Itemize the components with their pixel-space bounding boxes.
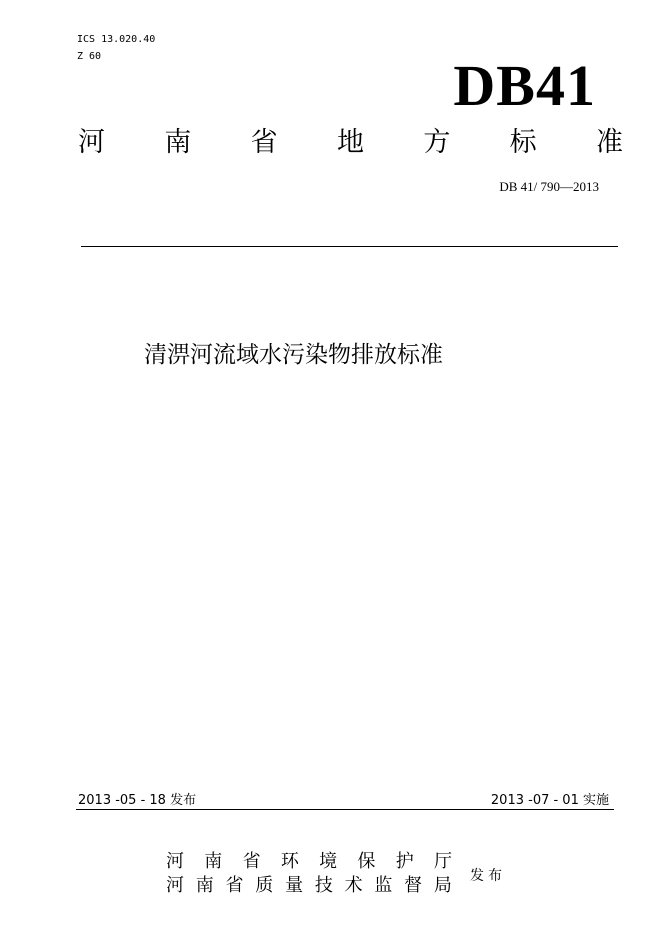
issuer-char: 护 <box>395 851 414 872</box>
issuer-environment-department <box>166 850 452 874</box>
province-standard-title <box>78 126 623 160</box>
implementation-date: 2013 -07 - 01 实施 <box>490 793 609 808</box>
issuer-quality-bureau <box>166 874 452 898</box>
standard-logo: DB41 <box>453 53 596 118</box>
issuer-char: 境 <box>319 851 338 872</box>
ics-code: ICS 13.020.40 <box>77 34 156 45</box>
issuer-char: 保 <box>357 851 376 872</box>
issuer-char: 量 <box>285 875 304 896</box>
issuing-authorities <box>166 850 452 898</box>
issuer-char: 督 <box>404 875 423 896</box>
header-divider <box>81 246 618 247</box>
issuer-char: 南 <box>204 851 223 872</box>
issuer-char: 术 <box>344 875 363 896</box>
province-title-char: 准 <box>595 127 623 158</box>
issuer-char: 技 <box>314 875 333 896</box>
standard-number: DB 41/ 790—2013 <box>499 179 599 194</box>
issuer-char: 河 <box>166 851 184 872</box>
classification-code: Z 60 <box>77 51 102 62</box>
footer-divider <box>76 809 614 810</box>
issuer-char: 省 <box>242 851 261 872</box>
issuer-char: 质 <box>255 875 274 896</box>
issuer-char: 南 <box>195 875 214 896</box>
issuer-char: 厅 <box>433 851 452 872</box>
province-title-char: 省 <box>250 127 278 158</box>
document-title: 清淠河流域水污染物排放标准 <box>144 342 443 368</box>
issuer-char: 环 <box>280 851 299 872</box>
province-title-char: 方 <box>423 127 451 158</box>
issuer-char: 局 <box>433 875 452 896</box>
province-title-char: 南 <box>164 127 192 158</box>
province-title-char: 标 <box>509 127 537 158</box>
issuer-char: 省 <box>225 875 244 896</box>
province-title-char: 河 <box>78 127 105 158</box>
province-title-char: 地 <box>336 127 364 158</box>
publish-label: 发布 <box>470 868 506 884</box>
issuer-char: 监 <box>374 875 393 896</box>
issue-date: 2013 -05 - 18 发布 <box>78 793 197 808</box>
issuer-char: 河 <box>166 875 184 896</box>
